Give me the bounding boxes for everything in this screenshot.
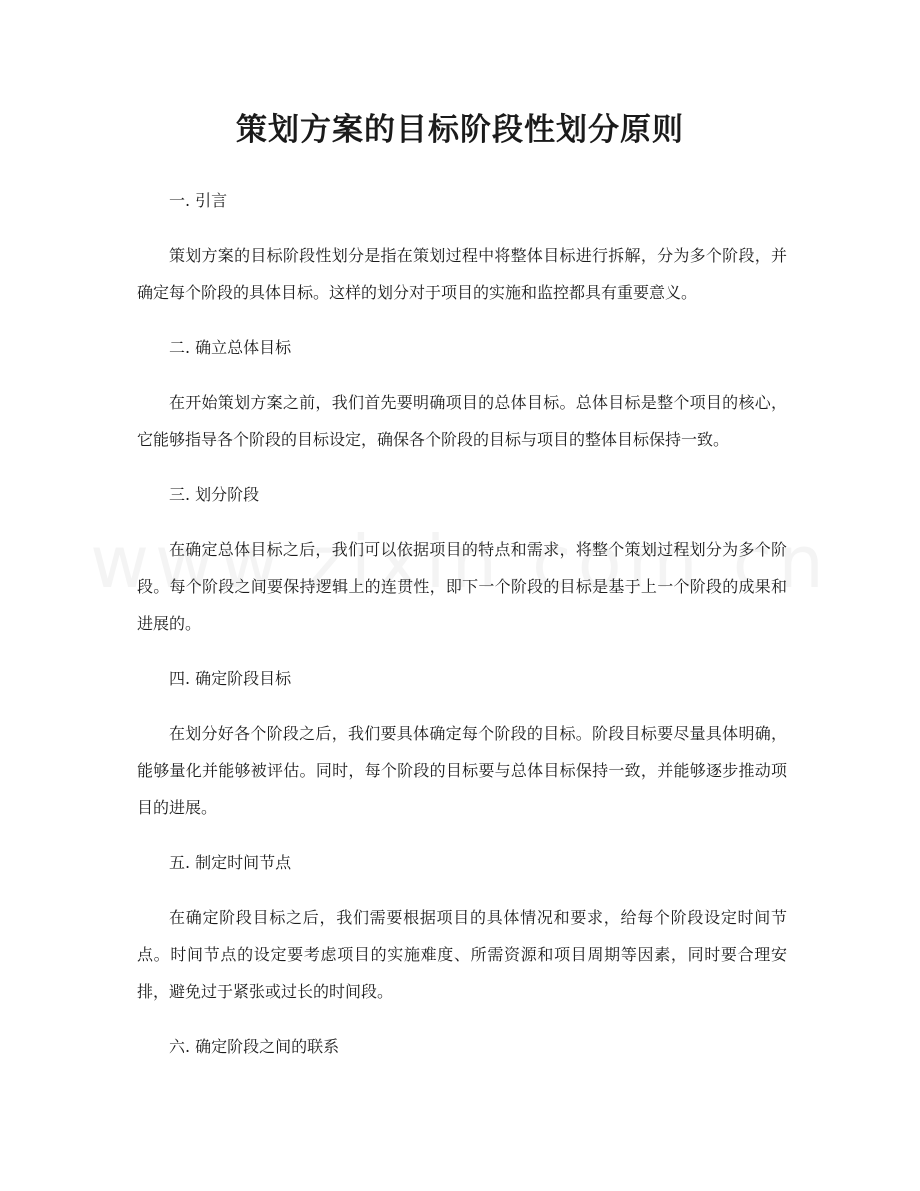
section-paragraph-stage-goals: 在划分好各个阶段之后，我们要具体确定每个阶段的目标。阶段目标要尽量具体明确，能够量化并能够被评估。同时，每个阶段的目标要与总体目标保持一致，并能够逐步推动项目的进展。 [137,724,787,817]
section-heading-divide-stages: 三. 划分阶段 [169,485,260,504]
document-body [137,182,787,1083]
section-paragraph-time-nodes: 在确定阶段目标之后，我们需要根据项目的具体情况和要求，给每个阶段设定时间节点。时间节点的设定要考虑项目的实施难度、所需资源和项目周期等因素，同时要合理安排，避免过于紧张或过长的时间段。 [137,908,787,1001]
section-paragraph-divide-stages: 在确定总体目标之后，我们可以依据项目的特点和需求，将整个策划过程划分为多个阶段。每个阶段之间要保持逻辑上的连贯性，即下一个阶段的目标是基于上一个阶段的成果和进展的。 [137,540,787,633]
page-title: 策划方案的目标阶段性划分原则 [236,112,684,148]
section-heading-stage-goals: 四. 确定阶段目标 [169,669,292,688]
section-paragraph-overall-goal: 在开始策划方案之前，我们首先要明确项目的总体目标。总体目标是整个项目的核心，它能够指导各个阶段的目标设定，确保各个阶段的目标与项目的整体目标保持一致。 [137,393,787,449]
section-heading-intro: 一. 引言 [169,191,228,210]
section-paragraph-intro: 策划方案的目标阶段性划分是指在策划过程中将整体目标进行拆解，分为多个阶段，并确定每个阶段的具体目标。这样的划分对于项目的实施和监控都具有重要意义。 [137,246,787,302]
section-heading-stage-links: 六. 确定阶段之间的联系 [169,1037,340,1056]
section-heading-time-nodes: 五. 制定时间节点 [169,853,292,872]
section-heading-overall-goal: 二. 确立总体目标 [169,338,292,357]
